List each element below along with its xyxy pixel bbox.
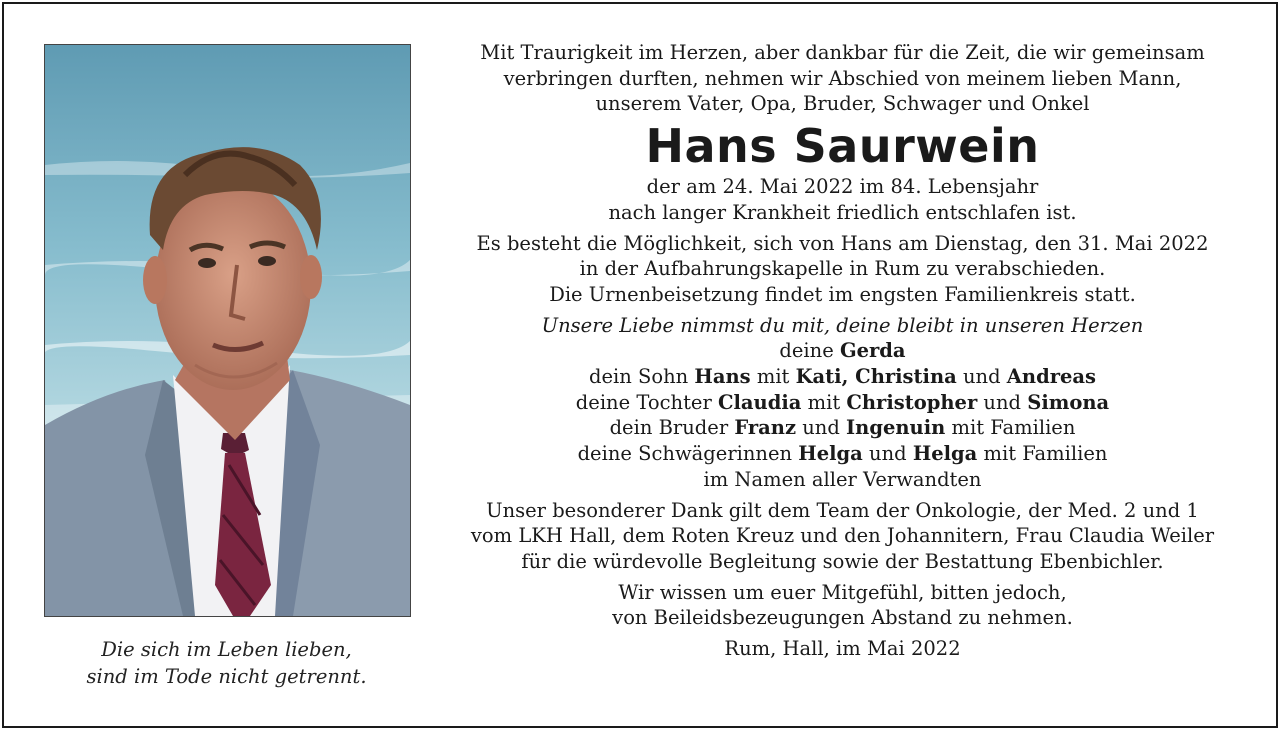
family-relatives: im Namen aller Verwandten bbox=[703, 467, 982, 491]
family-name: Christopher bbox=[846, 390, 978, 414]
condolence-line: von Beileidsbezeugungen Abstand zu nehmen. bbox=[612, 606, 1073, 630]
family-name: Gerda bbox=[839, 339, 906, 363]
family-name: Helga bbox=[912, 442, 978, 466]
farewell-line: Es besteht die Möglichkeit, sich von Hans am Dienstag, den 31. Mai 2022 bbox=[476, 231, 1209, 255]
farewell-line: in der Aufbahrungskapelle in Rum zu verabschieden. bbox=[579, 257, 1106, 281]
obituary-text bbox=[440, 40, 1245, 662]
portrait-photo bbox=[44, 44, 411, 617]
family-name: Simona bbox=[1027, 390, 1110, 414]
family-name: Helga bbox=[798, 442, 863, 466]
place-date: Rum, Hall, im Mai 2022 bbox=[724, 637, 961, 661]
family-name: Claudia bbox=[717, 390, 802, 414]
family-name: Franz bbox=[734, 416, 797, 440]
family-name: Ingenuin bbox=[846, 416, 946, 440]
motto-line: sind im Tode nicht getrennt. bbox=[86, 665, 367, 688]
thanks-line: vom LKH Hall, dem Roten Kreuz und den Johannitern, Frau Claudia Weiler bbox=[470, 524, 1215, 548]
deceased-name: Hans Saurwein bbox=[645, 119, 1040, 174]
quote-line: Unsere Liebe nimmst du mit, deine bleibt in unseren Herzen bbox=[541, 313, 1144, 337]
family-name: Kati, Christina bbox=[795, 365, 957, 389]
intro-line: unserem Vater, Opa, Bruder, Schwager und Onkel bbox=[595, 92, 1090, 116]
family-son: dein Sohn Hans mit Kati, Christina und Andreas bbox=[588, 365, 1097, 389]
portrait-image bbox=[45, 45, 410, 616]
farewell-line: Die Urnenbeisetzung findet im engsten Familienkreis statt. bbox=[549, 282, 1136, 306]
family-name: Andreas bbox=[1006, 365, 1097, 389]
death-line: der am 24. Mai 2022 im 84. Lebensjahr bbox=[646, 175, 1039, 199]
family-sisters-in-law: deine Schwägerinnen Helga und Helga mit Familien bbox=[577, 442, 1108, 466]
motto bbox=[0, 636, 453, 690]
family-wife: deine Gerda bbox=[779, 339, 906, 363]
family-brother: dein Bruder Franz und Ingenuin mit Familien bbox=[609, 416, 1076, 440]
intro-line: Mit Traurigkeit im Herzen, aber dankbar für die Zeit, die wir gemeinsam bbox=[480, 41, 1205, 64]
family-name: Hans bbox=[694, 365, 751, 389]
intro-line: verbringen durften, nehmen wir Abschied von meinem lieben Mann, bbox=[503, 66, 1182, 90]
death-line: nach langer Krankheit friedlich entschlafen ist. bbox=[608, 200, 1077, 224]
condolence-line: Wir wissen um euer Mitgefühl, bitten jedoch, bbox=[618, 580, 1067, 604]
thanks-line: für die würdevolle Begleitung sowie der Bestattung Ebenbichler. bbox=[521, 549, 1164, 573]
motto-line: Die sich im Leben lieben, bbox=[101, 638, 352, 661]
thanks-line: Unser besonderer Dank gilt dem Team der Onkologie, der Med. 2 und 1 bbox=[486, 498, 1199, 522]
family-daughter: deine Tochter Claudia mit Christopher und Simona bbox=[575, 390, 1110, 414]
